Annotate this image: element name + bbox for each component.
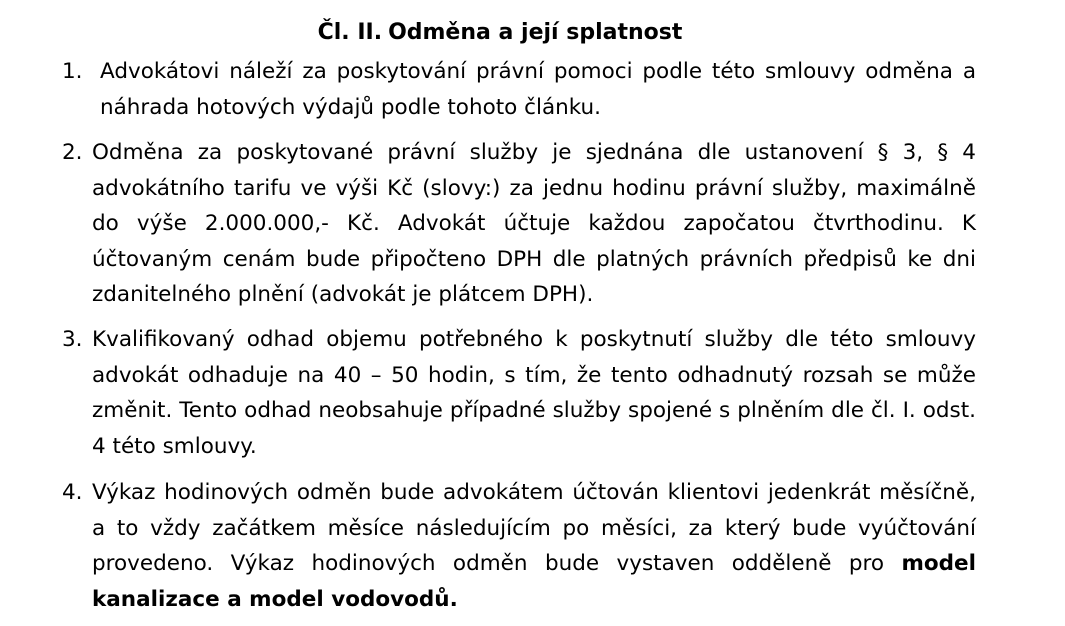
list-item-text: Výkaz hodinových odměn bude advokátem účtován klientovi jedenkrát měsíčně, a to vždy začátkem měsíce následujícím po měsíci, za který bude vyúčtování provedeno. Výkaz hodinových odměn bude vystaven odděleně pro: [92, 480, 976, 576]
list-item-number: 4.: [62, 480, 83, 505]
list-item-number: 1.: [62, 59, 83, 84]
list-item-bold-text: model kanalizace a model vodovodů.: [92, 551, 976, 612]
list-item-number: 2.: [62, 140, 83, 165]
article-number: Čl. II.: [317, 20, 383, 45]
list-item-body: [92, 475, 976, 617]
list-item-text: Advokátovi náleží za poskytování právní pomoci podle této smlouvy odměna a náhrada hotových výdajů podle tohoto článku.: [100, 59, 976, 120]
list-item-number: 3.: [62, 327, 83, 352]
article-heading: [0, 19, 1000, 47]
list-item-text: Kvalifikovaný odhad objemu potřebného k poskytnutí služby dle této smlouvy advokát odhaduje na 40 – 50 hodin, s tím, že tento odhadnutý rozsah se může změnit. Tento odhad neobsahuje případné služby spojené s plněním dle čl. I. odst. 4 této smlouvy.: [92, 327, 976, 459]
article-title: Odměna a její splatnost: [388, 20, 683, 45]
list-item-text: Odměna za poskytované právní služby je sjednána dle ustanovení § 3, § 4 advokátního tarifu ve výši Kč (slovy:) za jednu hodinu právní služby, maximálně do výše 2.000.000,- Kč. Advokát účtuje každou započatou čtvrthodinu. K účtovaným cenám bude připočteno DPH dle platných právních předpisů ke dni zdanitelného plnění (advokát je plátcem DPH).: [92, 140, 976, 307]
